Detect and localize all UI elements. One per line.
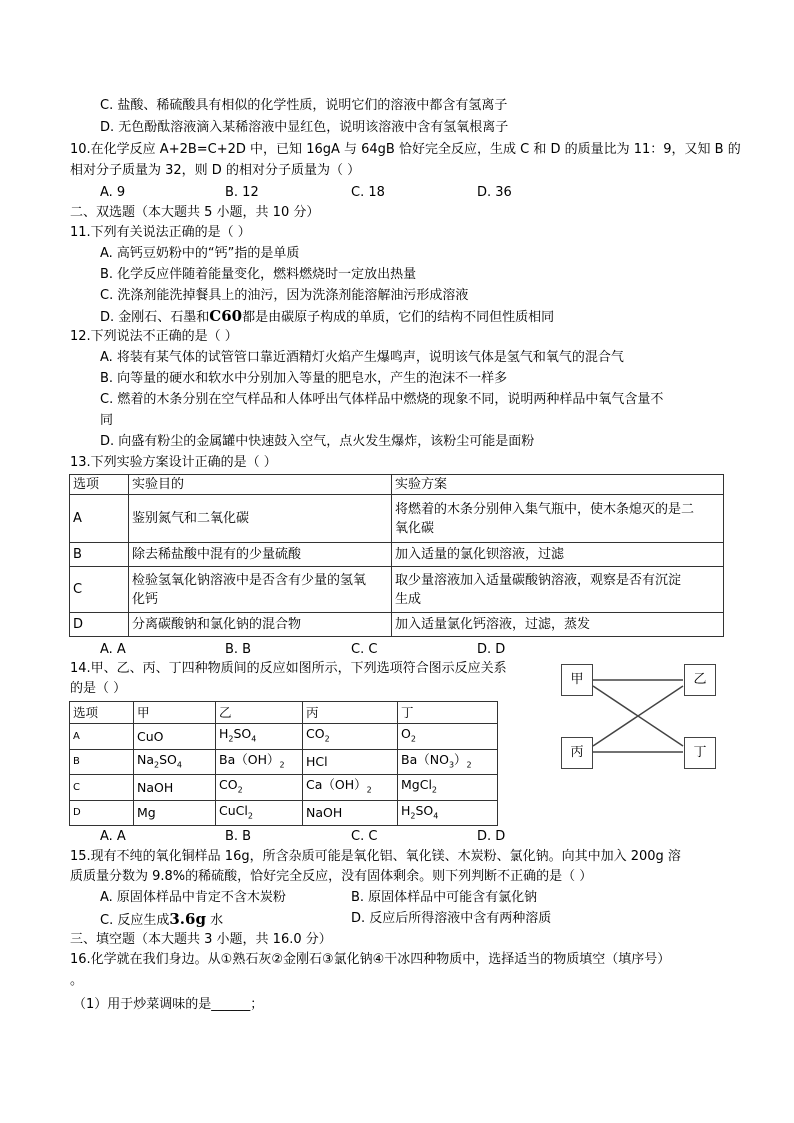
q14-table (69, 701, 498, 826)
table-cell: A (70, 724, 134, 750)
q9-option-d: D. 无色酚酞溶液滴入某稀溶液中显红色，说明该溶液中含有氢氧根离子 (100, 120, 509, 135)
q11-option-d-pre: D. 金刚石、石墨和 (100, 310, 210, 325)
table-row (70, 724, 498, 750)
cell-line: 将燃着的木条分别伸入集气瓶中，使木条熄灭的是二 (395, 501, 695, 517)
table-cell: A (70, 495, 129, 543)
q14-option-b: B. B (225, 829, 252, 844)
q15-stem-line2: 质质量分数为 9.8%的稀硫酸，恰好完全反应，没有固体剩余。则下列判断不正确的是（ ） (70, 869, 593, 884)
node-jia: 甲 (561, 664, 593, 696)
table-cell: 加入适量氯化钙溶液，过滤，蒸发 (392, 613, 724, 637)
table-cell: Mg (134, 800, 216, 826)
table-cell: $H_2SO_4$ (216, 724, 303, 750)
table-cell: $Ca(OH)_2$ (303, 775, 398, 801)
table-cell (129, 567, 392, 613)
cell-line: 化钙 (132, 591, 159, 607)
table-cell: 鉴别氮气和二氧化碳 (129, 495, 392, 543)
section-3-heading: 三、填空题（本大题共 3 小题，共 16.0 分） (70, 932, 332, 947)
table-cell (392, 567, 724, 613)
table-cell: $Ba(OH)_2$ (216, 749, 303, 775)
q15-option-c (100, 909, 223, 931)
q15-option-d: D. 反应后所得溶液中含有两种溶质 (351, 911, 552, 926)
table-row (70, 543, 724, 567)
table-row (70, 567, 724, 613)
q14-stem-line1: 14.甲、乙、丙、丁四种物质间的反应如图所示，下列选项符合图示反应关系 (70, 661, 507, 676)
table-cell: $Ba(NO_3)_2$ (398, 749, 498, 775)
q15-option-c-post: 水 (205, 913, 224, 928)
table-cell: NaOH (303, 800, 398, 826)
q11-stem: 11.下列有关说法正确的是（ ） (70, 225, 251, 240)
water-mass: 3.6g (169, 910, 206, 928)
table-cell: D (70, 613, 129, 637)
q13-option-a: A. A (100, 642, 126, 657)
q10-stem-line1: 10.在化学反应 A+2B=C+2D 中，已知 16gA 与 64gB 恰好完全反应，生成 C 和 D 的质量比为 11：9，又知 B 的 (70, 142, 741, 157)
q10-option-a: A. 9 (100, 185, 126, 200)
q11-option-d-post: 都是由碳原子构成的单质，它们的结构不同但性质相同 (242, 310, 555, 325)
table-cell: C (70, 567, 129, 613)
q15-option-c-pre: C. 反应生成 (100, 913, 170, 928)
table-cell: NaOH (134, 775, 216, 801)
q12-option-d: D. 向盛有粉尘的金属罐中快速鼓入空气，点火发生爆炸，该粉尘可能是面粉 (100, 434, 535, 449)
q11-option-a: A. 高钙豆奶粉中的“钙”指的是单质 (100, 246, 300, 261)
q12-option-b: B. 向等量的硬水和软水中分别加入等量的肥皂水，产生的泡沫不一样多 (100, 371, 508, 386)
table-cell (392, 495, 724, 543)
q16-sub-1: （1）用于炒菜调味的是______； (73, 997, 264, 1012)
q13-option-b: B. B (225, 642, 252, 657)
q10-option-b: B. 12 (225, 185, 259, 200)
table-header-cell: 丁 (398, 702, 498, 724)
table-header-cell: 选项 (70, 702, 134, 724)
q9-option-c: C. 盐酸、稀硫酸具有相似的化学性质，说明它们的溶液中都含有氢离子 (100, 98, 508, 113)
section-2-heading: 二、双选题（本大题共 5 小题，共 10 分） (70, 205, 320, 220)
table-row (70, 800, 498, 826)
q10-stem-line2: 相对分子质量为 32，则 D 的相对分子质量为（ ） (70, 163, 361, 178)
table-cell: $H_2SO_4$ (398, 800, 498, 826)
table-header-cell: 甲 (134, 702, 216, 724)
cell-line: 检验氢氧化钠溶液中是否含有少量的氢氧 (132, 572, 367, 588)
table-row (70, 749, 498, 775)
q15-stem-line1: 15.现有不纯的氧化铜样品 16g，所含杂质可能是氧化铝、氧化镁、木炭粉、氯化钠。向其中加入 200g 溶 (70, 849, 681, 864)
node-ding: 丁 (684, 737, 716, 769)
node-yi: 乙 (684, 664, 716, 696)
q15-option-a: A. 原固体样品中肯定不含木炭粉 (100, 890, 286, 905)
q12-option-c-line2: 同 (100, 413, 114, 428)
table-cell: C (70, 775, 134, 801)
table-row (70, 775, 498, 801)
cell-line: 取少量溶液加入适量碳酸钠溶液，观察是否有沉淀 (395, 572, 682, 588)
q16-stem-line1: 16.化学就在我们身边。从①熟石灰②金刚石③氯化钠④干冰四种物质中，选择适当的物质填空（填序号） (70, 952, 671, 967)
table-cell: MgCl$_2$ (398, 775, 498, 801)
table-header-cell: 乙 (216, 702, 303, 724)
table-cell: B (70, 749, 134, 775)
table-cell: HCl (303, 749, 398, 775)
table-cell: 加入适量的氯化钡溶液，过滤 (392, 543, 724, 567)
node-bing: 丙 (561, 737, 593, 769)
table-header-cell: 实验目的 (129, 475, 392, 495)
table-cell: $CO_2$ (303, 724, 398, 750)
table-cell: D (70, 800, 134, 826)
table-cell: B (70, 543, 129, 567)
table-cell: $O_2$ (398, 724, 498, 750)
table-header-cell: 选项 (70, 475, 129, 495)
q14-option-a: A. A (100, 829, 126, 844)
q14-stem-line2: 的是（ ） (70, 681, 127, 696)
q15-option-b: B. 原固体样品中可能含有氯化钠 (351, 890, 538, 905)
table-header-row (70, 702, 498, 724)
q13-option-d: D. D (477, 642, 506, 657)
q13-option-c: C. C (351, 642, 378, 657)
cell-line: 生成 (395, 591, 422, 607)
table-cell: $CO_2$ (216, 775, 303, 801)
c60-formula: C60 (209, 307, 243, 325)
table-header-cell: 丙 (303, 702, 398, 724)
table-header-cell: 实验方案 (392, 475, 724, 495)
q14-option-d: D. D (477, 829, 506, 844)
table-cell: CuCl$_2$ (216, 800, 303, 826)
q13-stem: 13.下列实验方案设计正确的是（ ） (70, 455, 277, 470)
q11-option-b: B. 化学反应伴随着能量变化，燃料燃烧时一定放出热量 (100, 267, 417, 282)
q16-stem-line2: 。 (70, 973, 84, 988)
q11-option-c: C. 洗涤剂能洗掉餐具上的油污，因为洗涤剂能溶解油污形成溶液 (100, 288, 469, 303)
q10-option-c: C. 18 (351, 185, 385, 200)
q14-option-c: C. C (351, 829, 378, 844)
table-cell: 分离碳酸钠和氯化钠的混合物 (129, 613, 392, 637)
table-header-row (70, 475, 724, 495)
q13-table (69, 474, 724, 637)
table-cell: $Na_2SO_4$ (134, 749, 216, 775)
table-row (70, 495, 724, 543)
q12-stem: 12.下列说法不正确的是（ ） (70, 329, 238, 344)
q10-option-d: D. 36 (477, 185, 512, 200)
q11-option-d (100, 306, 554, 328)
table-cell: 除去稀盐酸中混有的少量硫酸 (129, 543, 392, 567)
q12-option-a: A. 将装有某气体的试管管口靠近酒精灯火焰产生爆鸣声，说明该气体是氢气和氧气的混合气 (100, 350, 624, 365)
cell-line: 氧化碳 (395, 520, 435, 536)
reaction-diagram (555, 656, 723, 776)
table-row (70, 613, 724, 637)
q12-option-c-line1: C. 燃着的木条分别在空气样品和人体呼出气体样品中燃烧的现象不同，说明两种样品中氧气含量不 (100, 392, 664, 407)
table-cell: CuO (134, 724, 216, 750)
